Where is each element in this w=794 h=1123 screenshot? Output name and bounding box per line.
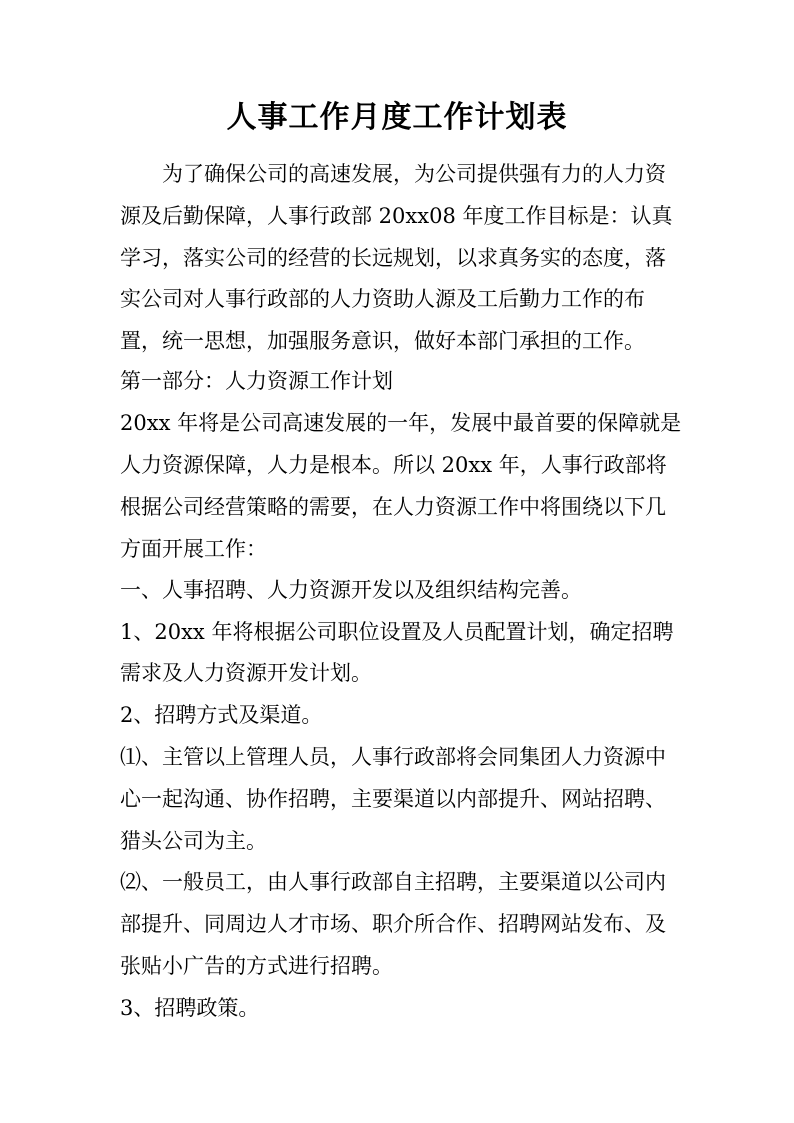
list-item-line: 心一起沟通、协作招聘，主要渠道以内部提升、网站招聘、 <box>120 787 666 811</box>
list-item-line: 3、招聘政策。 <box>120 996 260 1020</box>
list-item-line: 2、招聘方式及渠道。 <box>120 703 323 727</box>
list-item-line: 猎头公司为主。 <box>120 829 267 853</box>
paragraph-line: 置，统一思想，加强服务意识，做好本部门承担的工作。 <box>120 329 645 353</box>
list-item-line: 1、20xx 年将根据公司职位设置及人员配置计划，确定招聘 <box>120 620 674 644</box>
paragraph-line: 实公司对人事行政部的人力资助人源及工后勤力工作的布 <box>120 287 645 311</box>
list-item-line: 部提升、同周边人才市场、职介所合作、招聘网站发布、及 <box>120 912 666 936</box>
section-heading: 第一部分：人力资源工作计划 <box>120 369 393 393</box>
paragraph-line: 根据公司经营策略的需要，在人力资源工作中将围绕以下几 <box>120 495 666 519</box>
list-item-line: 需求及人力资源开发计划。 <box>120 661 372 685</box>
paragraph-line: 人力资源保障，人力是根本。所以 20xx 年，人事行政部将 <box>120 453 667 477</box>
paragraph-line: 源及后勤保障，人事行政部 20xx08 年度工作目标是：认真 <box>120 204 673 228</box>
list-item-line: ⑴、主管以上管理人员，人事行政部将会同集团人力资源中 <box>120 745 666 769</box>
list-item-line: ⑵、一般员工，由人事行政部自主招聘，主要渠道以公司内 <box>120 870 666 894</box>
paragraph-line: 为了确保公司的高速发展，为公司提供强有力的人力资 <box>162 162 666 186</box>
list-heading: 一、人事招聘、人力资源开发以及组织结构完善。 <box>120 578 582 602</box>
document-title: 人事工作月度工作计划表 <box>226 100 568 135</box>
paragraph-line: 学习，落实公司的经营的长远规划，以求真务实的态度，落 <box>120 246 666 270</box>
paragraph-line: 20xx 年将是公司高速发展的一年，发展中最首要的保障就是 <box>120 411 682 435</box>
list-item-line: 张贴小广告的方式进行招聘。 <box>120 954 393 978</box>
paragraph-line: 方面开展工作： <box>120 537 267 561</box>
